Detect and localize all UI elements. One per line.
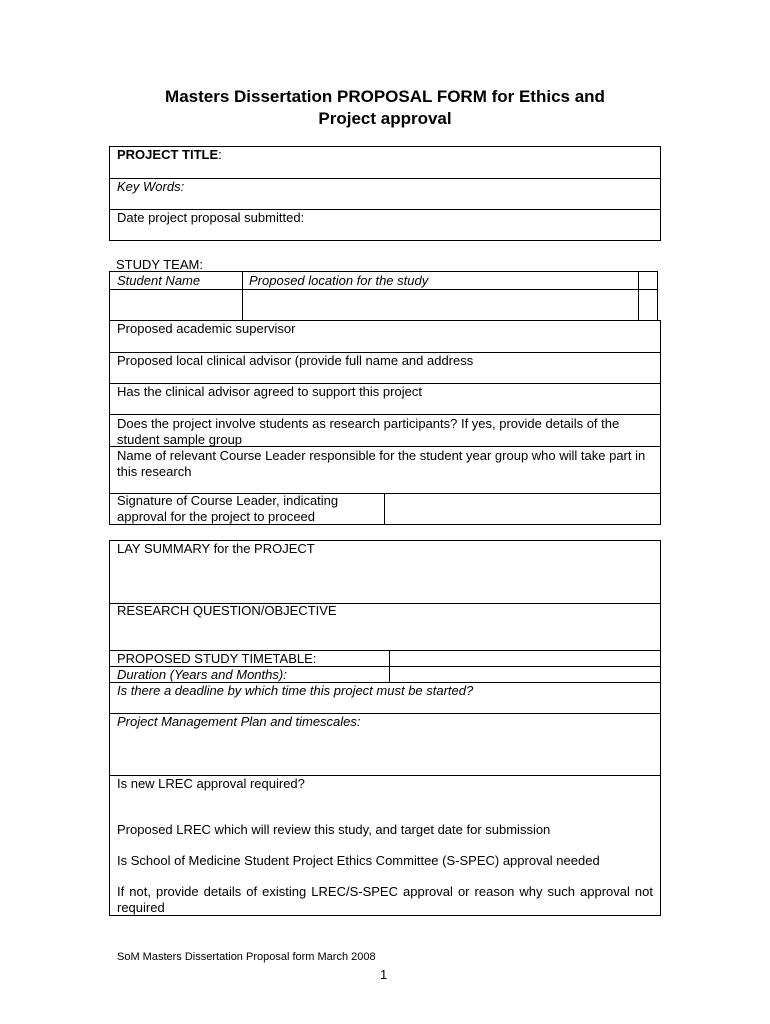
page-title	[0, 86, 770, 130]
key-words-row[interactable]	[110, 179, 660, 210]
management-plan-label: Project Management Plan and timescales:	[117, 714, 361, 729]
deadline-row[interactable]	[110, 683, 660, 714]
project-info-table	[109, 146, 661, 241]
page-number: 1	[380, 967, 388, 982]
students-participants-row[interactable]	[110, 415, 660, 447]
timetable-label: PROPOSED STUDY TIMETABLE:	[117, 651, 317, 666]
study-team-heading: STUDY TEAM:	[116, 257, 203, 272]
advisor-agreed-label: Has the clinical advisor agreed to support this project	[117, 384, 422, 399]
course-leader-signature-row[interactable]	[110, 494, 660, 525]
project-details-table	[109, 540, 661, 916]
date-submitted-row[interactable]	[110, 210, 660, 241]
duration-label: Duration (Years and Months):	[117, 667, 287, 682]
location-header: Proposed location for the study	[249, 273, 429, 288]
advisor-agreed-row[interactable]	[110, 384, 660, 415]
footer-text: SoM Masters Dissertation Proposal form March 2008	[117, 951, 376, 963]
study-team-header-row	[110, 272, 657, 290]
academic-supervisor-label: Proposed academic supervisor	[117, 321, 296, 336]
study-team-details-table	[109, 320, 661, 525]
research-question-label: RESEARCH QUESTION/OBJECTIVE	[117, 603, 337, 618]
lrec-approval-row[interactable]	[110, 776, 660, 916]
timetable-row[interactable]	[110, 651, 660, 667]
lrec-required-label: Is new LREC approval required?	[117, 776, 305, 791]
project-title-row[interactable]	[110, 147, 660, 179]
duration-row[interactable]	[110, 667, 660, 683]
title-line-2: Project approval	[318, 109, 452, 128]
project-title-label: PROJECT TITLE	[117, 147, 219, 162]
deadline-label: Is there a deadline by which time this project must be started?	[117, 683, 474, 698]
if-not-label: If not, provide details of existing LREC/S-SPEC approval or reason why such approval not required	[117, 884, 653, 915]
management-plan-row[interactable]	[110, 714, 660, 776]
student-name-header: Student Name	[117, 273, 201, 288]
research-question-row[interactable]	[110, 604, 660, 651]
title-line-1: Masters Dissertation PROPOSAL FORM for Ethics and	[165, 87, 605, 106]
date-submitted-label: Date project proposal submitted:	[117, 210, 305, 225]
proposed-lrec-label: Proposed LREC which will review this study, and target date for submission	[117, 822, 551, 837]
lay-summary-row[interactable]	[110, 541, 660, 604]
course-leader-name-row[interactable]	[110, 447, 660, 494]
lay-summary-label: LAY SUMMARY for the PROJECT	[117, 541, 315, 556]
student-entry-row[interactable]	[110, 290, 657, 322]
project-title-colon: :	[218, 147, 222, 162]
sspec-needed-label: Is School of Medicine Student Project Ethics Committee (S-SPEC) approval needed	[117, 853, 600, 868]
students-participants-label: Does the project involve students as research participants? If yes, provide details of the student sample group	[117, 416, 620, 447]
clinical-advisor-label: Proposed local clinical advisor (provide full name and address	[117, 353, 474, 368]
academic-supervisor-row[interactable]	[110, 321, 660, 353]
clinical-advisor-row[interactable]	[110, 353, 660, 384]
key-words-label: Key Words:	[117, 179, 185, 194]
course-leader-name-label: Name of relevant Course Leader responsible for the student year group who will take part in this research	[117, 448, 646, 479]
course-leader-signature-label: Signature of Course Leader, indicating approval for the project to proceed	[117, 493, 339, 524]
study-team-table	[109, 271, 658, 321]
